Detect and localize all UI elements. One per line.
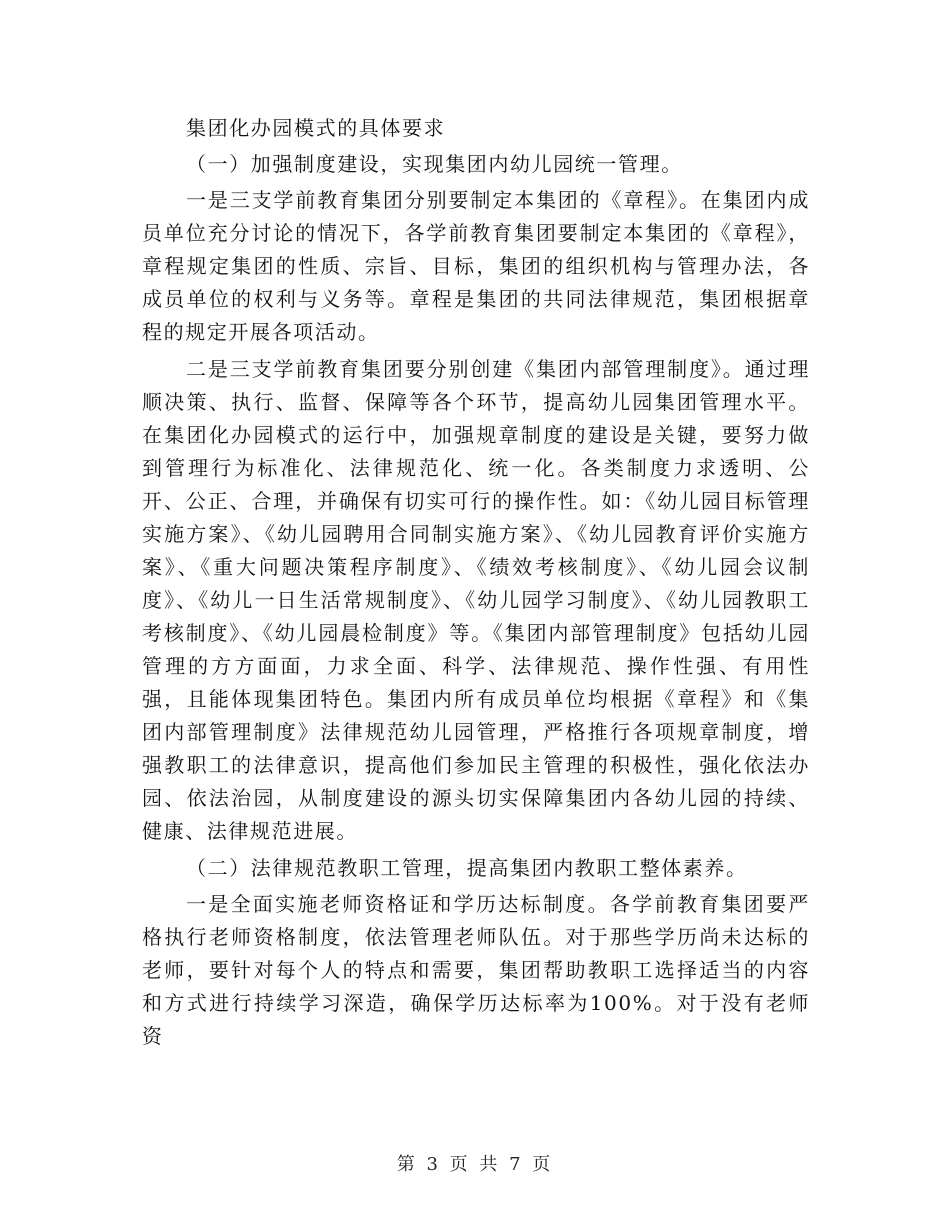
section-1-paragraph-2: 二是三支学前教育集团要分别创建《集团内部管理制度》。通过理顺决策、执行、监督、保障等各个环节，提高幼儿园集团管理水平。在集团化办园模式的运行中，加强规章制度的建设是关键，要努力做到管理行为标准化、法律规范化、统一化。各类制度力求透明、公开、公正、合理，并确保有切实可行的操作性。如：《幼儿园目标管理实施方案》、《幼儿园聘用合同制实施方案》、《幼儿园教育评价实施方案》、《重大问题决策程序制度》、《绩效考核制度》、《幼儿园会议制度》、《幼儿一日生活常规制度》、《幼儿园学习制度》、《幼儿园教职工考核制度》、《幼儿园晨检制度》等。《集团内部管理制度》包括幼儿园管理的方方面面，力求全面、科学、法律规范、操作性强、有用性强，且能体现集团特色。集团内所有成员单位均根据《章程》和《集团内部管理制度》法律规范幼儿园管理，严格推行各项规章制度，增强教职工的法律意识，提高他们参加民主管理的积极性，强化依法办园、依法治园，从制度建设的源头切实保障集团内各幼儿园的持续、健康、法律规范进展。 bbox=[142, 357, 810, 843]
section-2-paragraph-1: 一是全面实施老师资格证和学历达标制度。各学前教育集团要严格执行老师资格制度，依法管理老师队伍。对于那些学历尚未达标的老师，要针对每个人的特点和需要，集团帮助教职工选择适当的内容和方式进行持续学习深造，确保学历达标率为100%。对于没有老师资 bbox=[142, 892, 810, 1048]
section-2-heading: （二）法律规范教职工管理，提高集团内教职工整体素养。 bbox=[186, 856, 748, 880]
page-number-footer: 第 3 页 共 7 页 bbox=[396, 1154, 554, 1175]
document-body bbox=[142, 112, 810, 1057]
section-1-heading: （一）加强制度建设，实现集团内幼儿园统一管理。 bbox=[186, 152, 683, 176]
section-1-paragraph-1: 一是三支学前教育集团分别要制定本集团的《章程》。在集团内成员单位充分讨论的情况下，各学前教育集团要制定本集团的《章程》，章程规定集团的性质、宗旨、目标，集团的组织机构与管理办法，各成员单位的权利与义务等。章程是集团的共同法律规范，集团根据章程的规定开展各项活动。 bbox=[142, 188, 810, 344]
document-title: 集团化办园模式的具体要求 bbox=[186, 116, 446, 140]
